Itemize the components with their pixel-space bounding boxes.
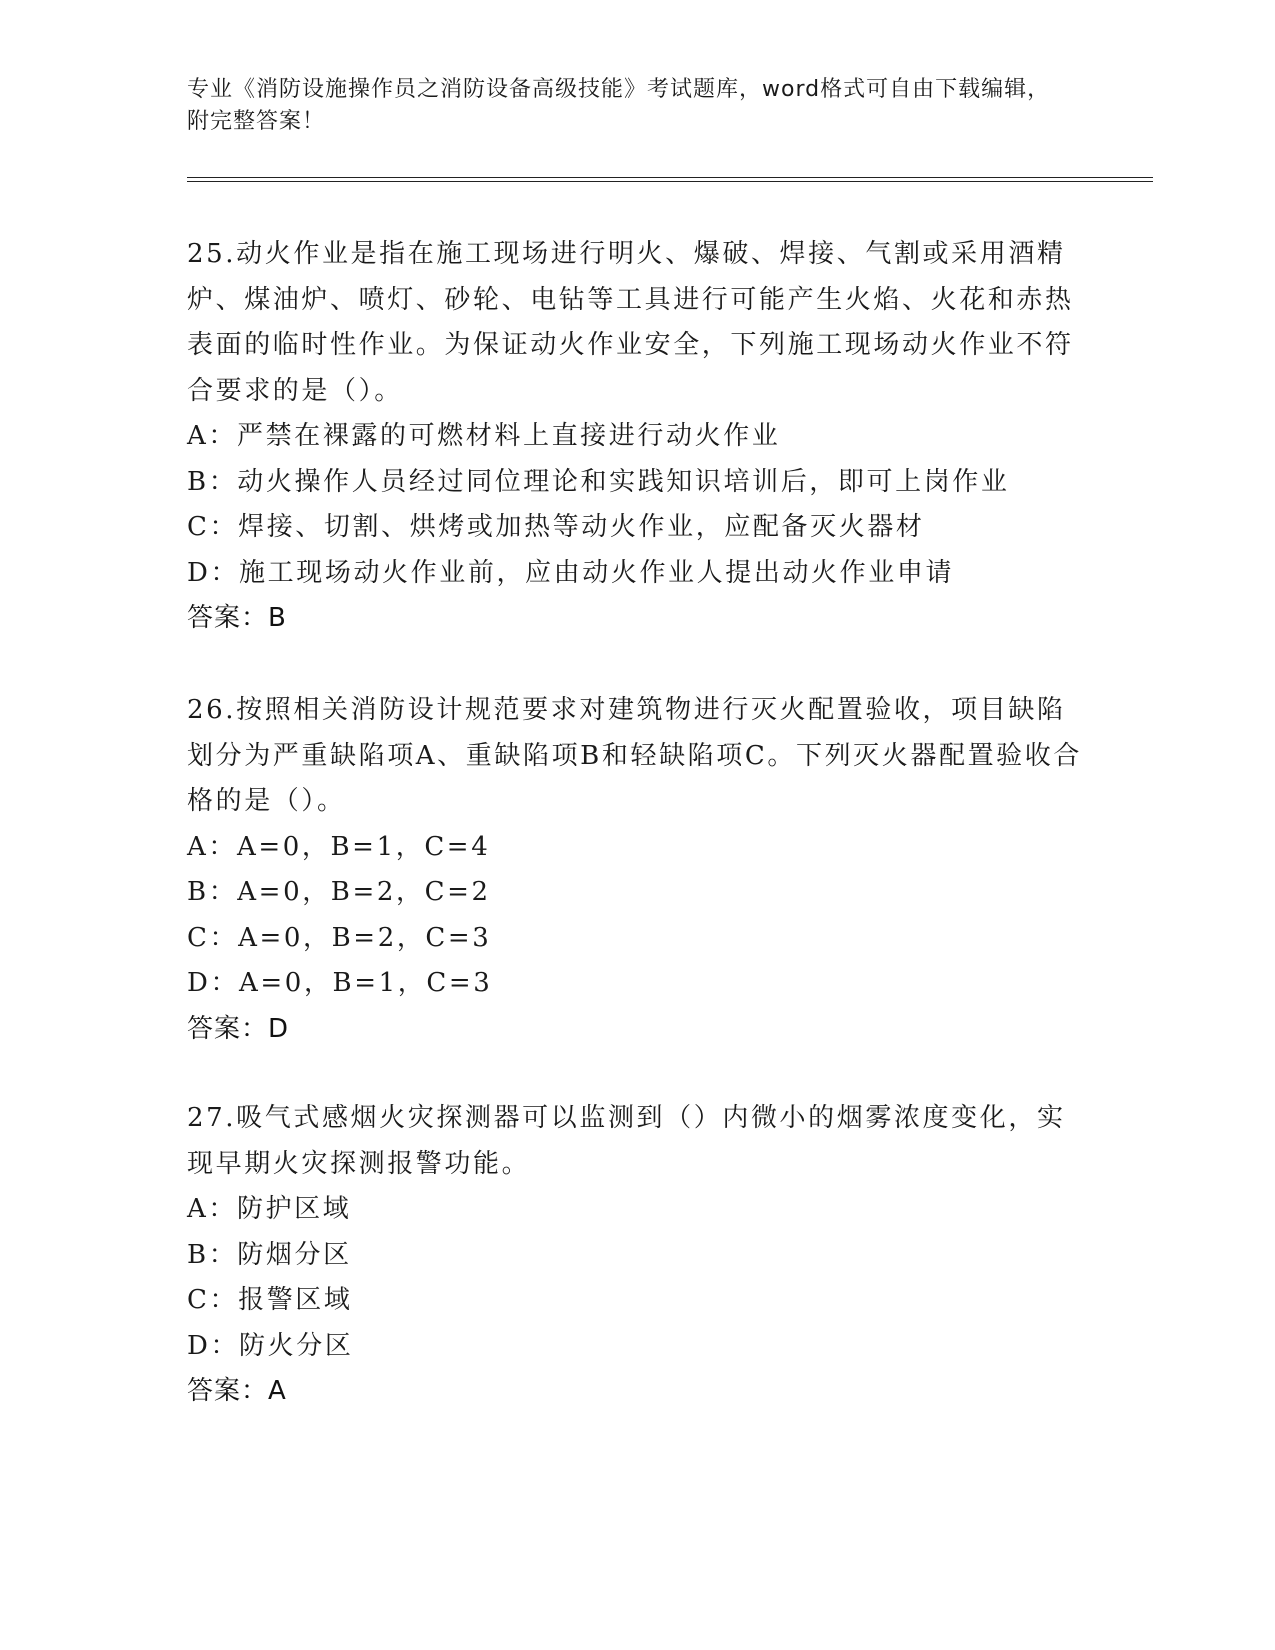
option-d: D：A=0，B=1，C=3 (187, 968, 493, 998)
question-27 (187, 1096, 1087, 1415)
answer-label: 答案：D (187, 1013, 290, 1044)
option-a: A：严禁在裸露的可燃材料上直接进行动火作业 (187, 421, 781, 451)
page-header-text: 专业《消防设施操作员之消防设备高级技能》考试题库，word格式可自由下载编辑，附完整答案！ (187, 77, 1051, 134)
header-divider-bottom (187, 181, 1153, 182)
question-stem: 26.按照相关消防设计规范要求对建筑物进行灭火配置验收，项目缺陷划分为严重缺陷项A、重缺陷项B和轻缺陷项C。下列灭火器配置验收合格的是（）。 (187, 695, 1082, 816)
option-c: C：焊接、切割、烘烤或加热等动火作业，应配备灭火器材 (187, 512, 925, 542)
option-b: B：防烟分区 (187, 1239, 352, 1270)
option-d: D：施工现场动火作业前，应由动火作业人提出动火作业申请 (187, 557, 955, 588)
question-stem: 25.动火作业是指在施工现场进行明火、爆破、焊接、气割或采用酒精炉、煤油炉、喷灯、砂轮、电钻等工具进行可能产生火焰、火花和赤热表面的临时性作业。为保证动火作业安全，下列施工现场动火作业不符合要求的是（）。 (187, 239, 1074, 406)
option-a: A：防护区域 (187, 1194, 352, 1224)
answer-label: 答案：A (187, 1376, 287, 1406)
answer-label: 答案：B (187, 603, 287, 633)
option-c: C：报警区域 (187, 1285, 353, 1315)
option-b: B：A=0，B=2，C=2 (187, 877, 491, 907)
option-c: C：A=0，B=2，C=3 (187, 922, 492, 953)
option-a: A：A=0，B=1，C=4 (187, 831, 491, 862)
header-divider-top (187, 177, 1153, 178)
question-stem: 27.吸气式感烟火灾探测器可以监测到（）内微小的烟雾浓度变化，实现早期火灾探测报警功能。 (187, 1103, 1066, 1179)
question-26 (187, 688, 1087, 1052)
question-25 (187, 232, 1087, 642)
option-b: B：动火操作人员经过同位理论和实践知识培训后，即可上岗作业 (187, 466, 1010, 497)
option-d: D：防火分区 (187, 1330, 354, 1361)
